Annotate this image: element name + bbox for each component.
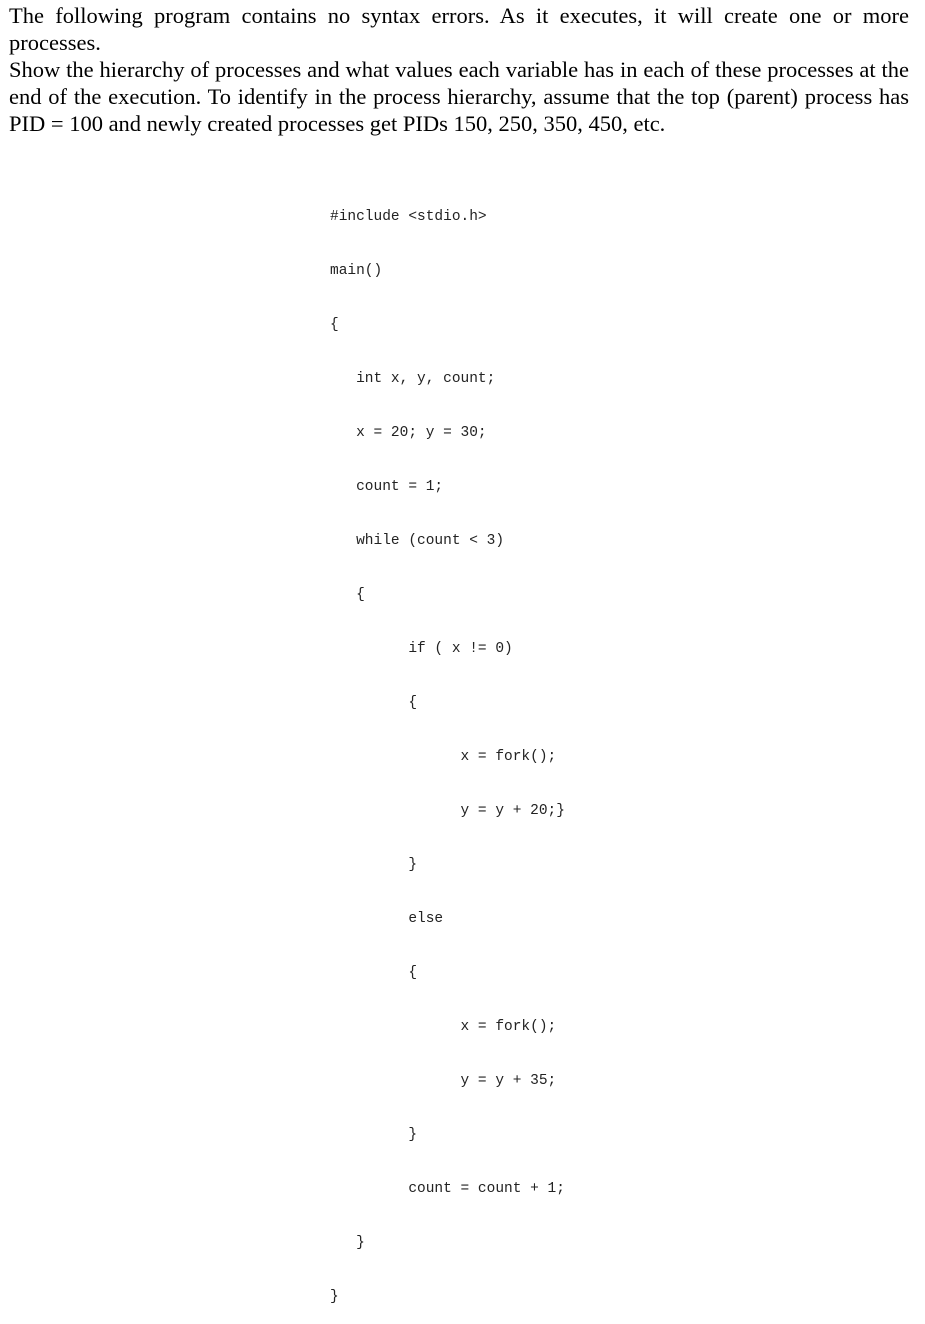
problem-paragraph-1: The following program contains no syntax errors. As it executes, it will create one or more processes. (9, 3, 909, 55)
code-line: y = y + 35; (330, 1073, 557, 1089)
code-line: #include <stdio.h> (330, 209, 487, 225)
code-line: { (330, 965, 418, 981)
code-line: { (330, 317, 339, 333)
code-line: } (330, 857, 418, 873)
code-listing (330, 172, 565, 1324)
code-line: else (330, 911, 444, 927)
problem-statement (9, 2, 909, 137)
code-line: count = 1; (330, 479, 444, 495)
code-line: if ( x != 0) (330, 641, 513, 657)
code-line: count = count + 1; (330, 1181, 565, 1197)
code-line: y = y + 20;} (330, 803, 565, 819)
code-line: x = fork(); (330, 749, 557, 765)
code-line: } (330, 1289, 339, 1305)
problem-paragraph-2: Show the hierarchy of processes and what values each variable has in each of these processes at the end of the execution. To identify in the process hierarchy, assume that the top (parent) process has PID = 100 and newly created processes get PIDs 150, 250, 350, 450, etc. (9, 57, 909, 136)
code-line: } (330, 1127, 418, 1143)
code-line: { (330, 587, 365, 603)
code-line: int x, y, count; (330, 371, 496, 387)
code-line: x = fork(); (330, 1019, 557, 1035)
code-line: x = 20; y = 30; (330, 425, 487, 441)
code-line: while (count < 3) (330, 533, 505, 549)
code-line: main() (330, 263, 383, 279)
code-line: { (330, 695, 418, 711)
code-line: } (330, 1235, 365, 1251)
